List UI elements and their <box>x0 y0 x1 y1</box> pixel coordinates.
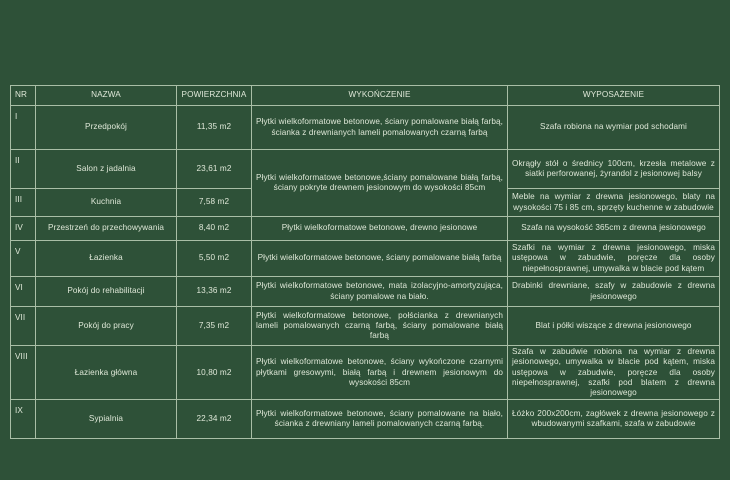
cell-nr: VIII <box>11 346 36 400</box>
header-nr: NR <box>11 86 36 106</box>
cell-wykonczenie: Płytki wielkoformatowe betonowe, drewno jesionowe <box>252 217 508 241</box>
cell-wykonczenie: Płytki wielkoformatowe betonowe,ściany pomalowane białą farbą, ściany pokryte drewnem jesionowym do wysokości 85cm <box>252 150 508 217</box>
cell-powierzchnia: 7,58 m2 <box>177 189 252 217</box>
cell-nazwa: Łazienka główna <box>36 346 177 400</box>
table-row <box>11 217 720 241</box>
table-row <box>11 400 720 439</box>
header-nazwa: NAZWA <box>36 86 177 106</box>
cell-wyposazenie: Szafki na wymiar z drewna jesionowego, miska ustępowa w zabudwie, poręcze dla osoby niepełnosprawnej, umywalka w blacie pod kątem <box>508 241 720 277</box>
cell-nazwa: Łazienka <box>36 241 177 277</box>
table-row <box>11 277 720 307</box>
cell-wyposazenie: Szafa w zabudwie robiona na wymiar z drewna jesionowego, umywalka w blacie pod kątem, miska ustępowa w zabudwie, poręcze dla osoby niepełnosprawnej, szafki pod blatem z drewna jesionowego <box>508 346 720 400</box>
cell-wyposazenie: Blat i półki wiszące z drewna jesionowego <box>508 307 720 346</box>
cell-nr: VI <box>11 277 36 307</box>
cell-nazwa: Kuchnia <box>36 189 177 217</box>
cell-powierzchnia: 10,80 m2 <box>177 346 252 400</box>
cell-nr: IV <box>11 217 36 241</box>
cell-wykonczenie: Płytki wielkoformatowe betonowe, połścianka z drewnianych lameli pomalowanych czarną farbą, ściany pomalowane białą farbą <box>252 307 508 346</box>
cell-wyposazenie: Szafa na wysokość 365cm z drewna jesionowego <box>508 217 720 241</box>
cell-wykonczenie: Płytki wielkoformatowe betonowe, ściany pomalowane białą farbą <box>252 241 508 277</box>
cell-powierzchnia: 7,35 m2 <box>177 307 252 346</box>
cell-nr: VII <box>11 307 36 346</box>
cell-powierzchnia: 23,61 m2 <box>177 150 252 189</box>
cell-nazwa: Pokój do pracy <box>36 307 177 346</box>
cell-powierzchnia: 13,36 m2 <box>177 277 252 307</box>
header-wyposazenie: WYPOSAŻENIE <box>508 86 720 106</box>
cell-wyposazenie: Drabinki drewniane, szafy w zabudowie z drewna jesionowego <box>508 277 720 307</box>
cell-nr: III <box>11 189 36 217</box>
cell-nr: II <box>11 150 36 189</box>
cell-nazwa: Pokój do rehabilitacji <box>36 277 177 307</box>
cell-powierzchnia: 11,35 m2 <box>177 106 252 150</box>
cell-nr: V <box>11 241 36 277</box>
cell-wykonczenie: Płytki wielkoformatowe betonowe, ściany pomalowane białą farbą, ścianka z drewnianych lameli pomalowanych czarną farbą <box>252 106 508 150</box>
table-row <box>11 307 720 346</box>
cell-wyposazenie: Meble na wymiar z drewna jesionowego, blaty na wysokości 75 i 85 cm, sprzęty kuchenne w zabudowie <box>508 189 720 217</box>
room-finish-table <box>10 85 720 439</box>
cell-nr: I <box>11 106 36 150</box>
cell-wykonczenie: Płytki wielkoformatowe betonowe, ściany wykończone czarnymi płytkami gresowymi, białą farbą i drewnem jesionowym do wysokości 85cm <box>252 346 508 400</box>
cell-wykonczenie: Płytki wielkoformatowe betonowe, ściany pomalowane na biało, ścianka z drewniany lameli pomalowanych czarną farbą. <box>252 400 508 439</box>
room-table-wrapper <box>10 85 719 439</box>
cell-nr: IX <box>11 400 36 439</box>
header-powierzchnia: POWIERZCHNIA <box>177 86 252 106</box>
cell-powierzchnia: 8,40 m2 <box>177 217 252 241</box>
cell-nazwa: Przestrzeń do przechowywania <box>36 217 177 241</box>
cell-wyposazenie: Szafa robiona na wymiar pod schodami <box>508 106 720 150</box>
header-wykonczenie: WYKOŃCZENIE <box>252 86 508 106</box>
table-row <box>11 106 720 150</box>
cell-nazwa: Sypialnia <box>36 400 177 439</box>
table-row <box>11 150 720 189</box>
cell-nazwa: Salon z jadalnia <box>36 150 177 189</box>
cell-wyposazenie: Łóżko 200x200cm, zagłówek z drewna jesionowego z wbudowanymi szafkami, szafa w zabudowie <box>508 400 720 439</box>
table-row <box>11 241 720 277</box>
table-row <box>11 346 720 400</box>
cell-powierzchnia: 5,50 m2 <box>177 241 252 277</box>
cell-nazwa: Przedpokój <box>36 106 177 150</box>
table-header-row <box>11 86 720 106</box>
cell-powierzchnia: 22,34 m2 <box>177 400 252 439</box>
cell-wykonczenie: Płytki wielkoformatowe betonowe, mata izolacyjno-amortyzująca, ściany pomalowe na biało. <box>252 277 508 307</box>
cell-wyposazenie: Okrągły stół o średnicy 100cm, krzesła metalowe z siatki perforowanej, żyrandol z jesionowej balsy <box>508 150 720 189</box>
